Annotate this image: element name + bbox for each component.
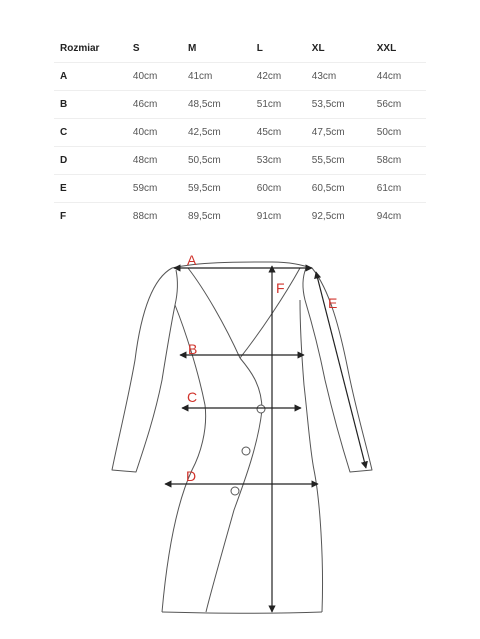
table-cell: 59cm: [133, 175, 188, 203]
row-label: C: [54, 119, 133, 147]
coat-right-side: [300, 300, 323, 612]
table-cell: 61cm: [377, 175, 426, 203]
header-cell-s: S: [133, 35, 188, 63]
measurement-label-e: E: [328, 295, 338, 311]
coat-hem: [162, 612, 322, 613]
row-label: B: [54, 91, 133, 119]
row-label: E: [54, 175, 133, 203]
table-cell: 40cm: [133, 63, 188, 91]
header-cell-xxl: XXL: [377, 35, 426, 63]
table-cell: 48cm: [133, 147, 188, 175]
table-row: [54, 147, 426, 175]
header-cell-xl: XL: [312, 35, 377, 63]
table-cell: 60,5cm: [312, 175, 377, 203]
table-cell: 58cm: [377, 147, 426, 175]
table-cell: 94cm: [376, 211, 402, 222]
table-cell: 50,5cm: [188, 147, 257, 175]
table-cell: 42,5cm: [188, 119, 257, 147]
table-cell: 47,5cm: [312, 119, 377, 147]
size-table: [54, 35, 426, 230]
measurement-label-b: B: [188, 341, 198, 357]
coat-button-2: [242, 447, 250, 455]
table-cell: 51cm: [257, 91, 312, 119]
table-cell: 40cm: [133, 119, 188, 147]
table-cell: 56cm: [377, 91, 426, 119]
table-cell: 41cm: [188, 63, 257, 91]
coat-outline: [112, 262, 372, 613]
coat-right-lapel: [240, 268, 300, 358]
table-cell: 59,5cm: [188, 175, 257, 203]
table-row: [54, 203, 426, 231]
measurement-label-c: C: [187, 389, 198, 405]
table-row: [54, 91, 426, 119]
table-header-row: [54, 35, 426, 63]
table-row: [54, 119, 426, 147]
coat-right-sleeve: [305, 268, 372, 472]
table-cell: 43cm: [312, 63, 377, 91]
coat-wrap-edge: [206, 358, 262, 612]
measurement-line-e: [316, 272, 366, 468]
table-cell: 92,5cm: [311, 211, 345, 222]
table-cell: 44cm: [377, 63, 426, 91]
header-cell-m: M: [188, 35, 257, 63]
table-row: [54, 63, 426, 91]
measurement-label-f: F: [276, 280, 285, 296]
table-cell: 42cm: [257, 63, 312, 91]
table-cell: 45cm: [257, 119, 312, 147]
measurement-label-a: A: [187, 252, 197, 268]
table-cell: 91cm: [256, 211, 282, 222]
coat-button-1: [257, 405, 265, 413]
table-cell: 55,5cm: [312, 147, 377, 175]
table-cell: 50cm: [377, 119, 426, 147]
row-label: D: [54, 147, 133, 175]
table-row: [54, 175, 426, 203]
coat-button-3: [231, 487, 239, 495]
measurement-label-d: D: [186, 468, 197, 484]
table-cell: 53,5cm: [312, 91, 377, 119]
table-cell: 88cm: [132, 211, 158, 222]
table-cell: 48,5cm: [188, 91, 257, 119]
coat-left-sleeve: [112, 268, 175, 472]
table-cell: 46cm: [133, 91, 188, 119]
row-label: A: [54, 63, 133, 91]
row-label: F: [60, 211, 67, 222]
coat-left-side: [162, 305, 206, 612]
coat-right-armhole: [303, 268, 306, 300]
coat-left-armhole: [175, 270, 177, 305]
table-cell: 89,5cm: [187, 211, 221, 222]
coat-measurement-diagram: [0, 240, 480, 639]
table-cell: 60cm: [257, 175, 312, 203]
header-cell-size: Rozmiar: [54, 35, 133, 63]
table-cell: 53cm: [257, 147, 312, 175]
header-cell-l: L: [257, 35, 312, 63]
